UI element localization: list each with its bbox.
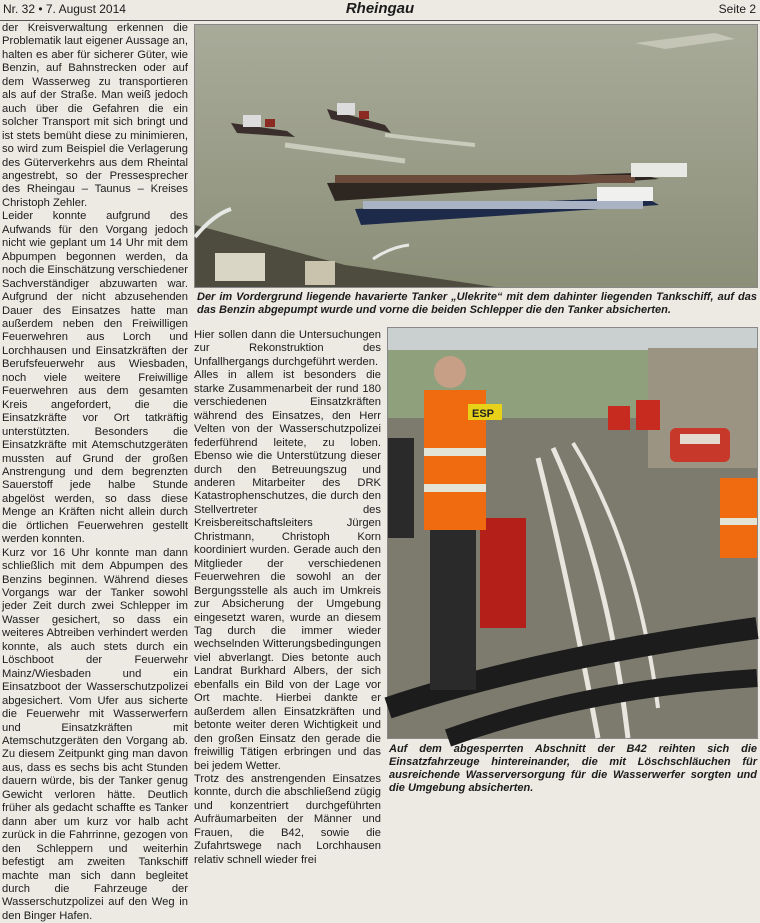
firefighter <box>720 478 757 558</box>
vest-label: ESP <box>472 408 495 420</box>
paragraph: Hier sollen dann die Untersuchungen zur Rekonstruktion des Unfallhergangs durchgeführt werden. <box>194 329 381 368</box>
section-title: Rheingau <box>345 0 415 17</box>
tanker-photo <box>194 24 758 288</box>
photo-caption: Der im Vordergrund liegende havarierte Tanker „Ulekrite“ mit dem dahinter liegenden Tankschiff, auf das das Benzin abgepumpt wurde und vorne die beiden Schlepper die den Tanker absicherten. <box>197 291 757 316</box>
pump-unit <box>480 518 526 628</box>
sky <box>388 328 757 350</box>
person-arm <box>388 438 414 538</box>
article-column-1 <box>2 22 188 922</box>
paragraph: Kurz vor 16 Uhr konnte man dann schließlich mit dem Abpumpen des Benzins beginnen. Während dieses Vorgangs war der Tanker sowohl jeder Zeit durch zwei Schlepper im Wasser gesichert, so dass ein weiteres Abtreiben verhindert werden konnte, als auch stets durch ein Löschboot der Feuerwehr Mainz/Wiesbaden und ein Einsatzboot der Wasserschutzpolizei abgesichert. Vom Ufer aus sicherte die Feuerwehr mit Wasserwerfern und Einsatzkräften mit Atemschutzgeräten den Vorgang ab. Zu diesem Zeitpunkt ging man davon aus, dass es sechs bis acht Stunden dauern würde, bis der Tanker genug Gewicht verloren hätte. Deutlich früher als gedacht schaffte es Tanker dann aber um kurz vor halb acht zurück in die Fahrrinne, gezogen von den Schleppern und weiterhin befestigt am zweiten Tankschiff machte man sich dann begleitet durch die Fahrzeuge der Wasserschutzpolizei auf den Weg in den Binger Hafen. <box>2 546 188 922</box>
paragraph: Trotz des anstrengenden Einsatzes konnte, durch die abschließend zügig und konzentriert durchgeführten Aufräumarbeiten der Männer und Frauen, die B42, sowie die Zufahrtswege nach Lorchhausen relativ schnell wieder frei <box>194 772 381 866</box>
fire-hose-photo <box>387 327 758 739</box>
paragraph: Leider konnte aufgrund des Aufwands für den Vorgang jedoch nicht wie geplant um 14 Uhr mit dem Abpumpen begonnen werden, da noch die Einschätzung verschiedener Sachverständiger abzuwarten war. Aufgrund der nicht abzusehenden Dauer des Einsatzes hatte man außerdem neben den Freiwilligen Feuerwehren aus Lorch und Lorchhausen und Einsatzkräften der Berufsfeuerwehr aus Wiesbaden, noch viele weitere Freiwillige Feuerwehren aus dem gesamten Kreis angefordert, die die Einsatzkräfte vor Ort tatkräftig unterstützten. Besonders die Einsatzkräfte mit Atemschutzgeräten mussten auf Grund der großen Anstrengung und dem begrenzten Sauerstoff jede halbe Stunde abgelöst werden, so dass diese Menge an Kräften nicht allein durch die örtlichen Feuerwehren gestellt werden konnten. <box>2 210 188 546</box>
paragraph: Alles in allem ist besonders die starke Zusammenarbeit der rund 180 verschiedenen Einsatzkräften während des Einsatzes, den Herr Velten von der Wasserschutzpolizei federführend leitete, zu loben. Ebenso wie die Unterstützung dieser durch den Betreuungszug und anderen Mitarbeiter des DRK Katastrophenschutzes, die durch den Stellvertreter des Kreisbereitschaftsleiters Jürgen Christmann, Christoph Korn koordiniert wurden. Gerade auch den Mitglieder der verschiedenen Feuerwehren die sowohl an der Bergungsstelle als auch im Umkreis zur Absicherung der Umgebung eingesetzt waren, wurde an diesem Tag durch die immer wieder wechselnden Witterungsbedingungen viel abverlangt. Dies betonte auch Landrat Burkhard Albers, der sich ebenfalls ein Bild von der Lage vor Ort machte. Hierbei dankte er außerdem allen Einsatzkräften und betonte weiter deren Wichtigkeit und den großen Einsatz den gerade die freiwillig Tätigen erbringen und das bei jedem Wetter. <box>194 369 381 772</box>
paragraph: der Kreisverwaltung erkennen die Problematik laut eigener Aussage an, halten es aber für sicherer Güter, wie Benzin, auf Bahnstrecken oder auf dem Wasserweg zu transportieren als auf der Straße. Man weiß jedoch auch über die Gefahren die ein solcher Transport mit sich bringt und ist stets bemüht diese zu minimieren, so wird zum Beispiel die Verlagerung des Güterverkehrs aus dem Rheintal angestrebt, so der Pressesprecher des Rheingau – Taunus – Kreises Christoph Zehler. <box>2 22 188 209</box>
article-column-2 <box>194 329 381 866</box>
police-car <box>670 428 730 462</box>
photo-caption: Auf dem abgesperrten Abschnitt der B42 reihten sich die Einsatzfahrzeuge hintereinander, die mit Löschschläuchen für ausreichende Wasserversorgung für die Wasserwerfer sorgten und die Umgebung absicherten. <box>389 743 757 794</box>
issue-date: Nr. 32 • 7. August 2014 <box>3 2 126 16</box>
masthead <box>0 0 760 21</box>
page-number: Seite 2 <box>718 2 756 16</box>
